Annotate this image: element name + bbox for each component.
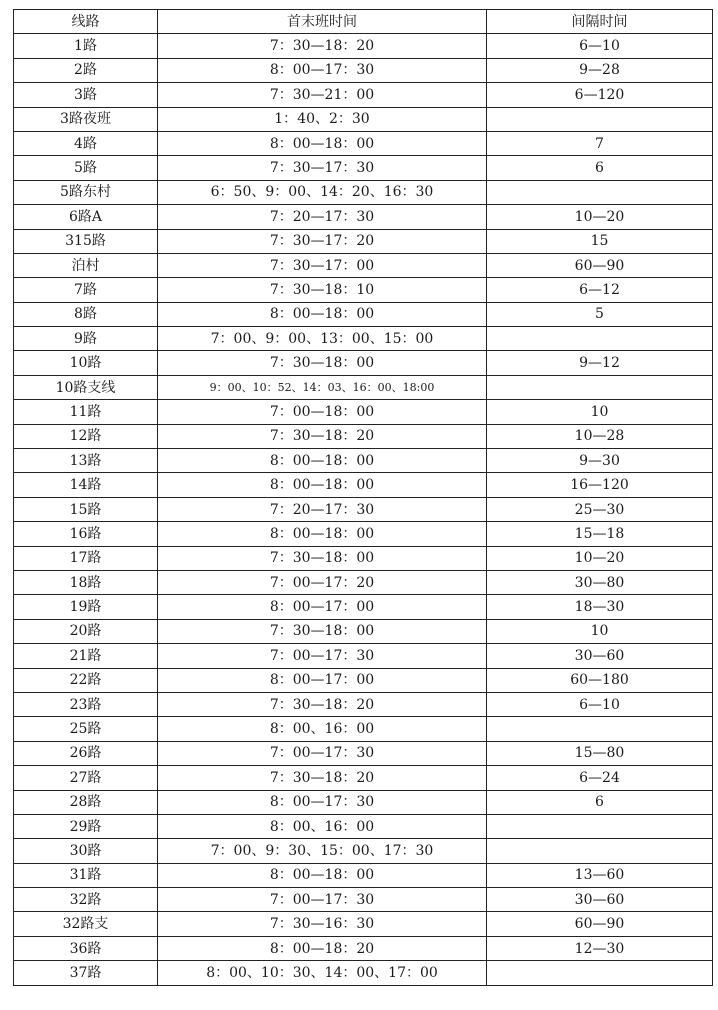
service-hours-cell: 7：30—17：30 bbox=[158, 156, 487, 180]
route-cell: 2路 bbox=[14, 58, 158, 82]
service-hours-cell: 6：50、9：00、14：20、16：30 bbox=[158, 180, 487, 204]
table-row bbox=[14, 351, 713, 375]
interval-cell: 10 bbox=[487, 619, 713, 643]
interval-cell: 9—12 bbox=[487, 351, 713, 375]
service-hours-cell: 7：30—18：20 bbox=[158, 34, 487, 58]
service-hours-cell: 7：00—17：30 bbox=[158, 644, 487, 668]
interval-cell: 6—24 bbox=[487, 766, 713, 790]
service-hours-cell: 7：30—18：00 bbox=[158, 619, 487, 643]
interval-cell: 30—60 bbox=[487, 644, 713, 668]
route-cell: 315路 bbox=[14, 229, 158, 253]
service-hours-cell: 7：00—17：20 bbox=[158, 570, 487, 594]
service-hours-cell: 7：20—17：30 bbox=[158, 205, 487, 229]
service-hours-cell: 7：30—18：10 bbox=[158, 278, 487, 302]
service-hours-cell: 7：30—18：20 bbox=[158, 424, 487, 448]
table-row bbox=[14, 936, 713, 960]
table-row bbox=[14, 961, 713, 985]
table-row bbox=[14, 473, 713, 497]
route-cell: 19路 bbox=[14, 595, 158, 619]
service-hours-cell: 7：30—17：00 bbox=[158, 253, 487, 277]
table-row bbox=[14, 83, 713, 107]
route-cell: 23路 bbox=[14, 692, 158, 716]
route-cell: 18路 bbox=[14, 570, 158, 594]
table-row bbox=[14, 107, 713, 131]
table-row bbox=[14, 888, 713, 912]
interval-cell: 12—30 bbox=[487, 936, 713, 960]
interval-cell: 6—10 bbox=[487, 692, 713, 716]
route-cell: 泊村 bbox=[14, 253, 158, 277]
table-row bbox=[14, 302, 713, 326]
table-row bbox=[14, 912, 713, 936]
service-hours-cell: 8：00—18：00 bbox=[158, 863, 487, 887]
service-hours-cell: 7：30—18：20 bbox=[158, 766, 487, 790]
bus-schedule-table bbox=[13, 9, 713, 986]
service-hours-cell: 7：30—16：30 bbox=[158, 912, 487, 936]
interval-cell: 15—80 bbox=[487, 741, 713, 765]
table-row bbox=[14, 522, 713, 546]
route-cell: 22路 bbox=[14, 668, 158, 692]
route-cell: 9路 bbox=[14, 327, 158, 351]
table-row bbox=[14, 717, 713, 741]
route-cell: 14路 bbox=[14, 473, 158, 497]
interval-cell bbox=[487, 375, 713, 399]
interval-cell bbox=[487, 814, 713, 838]
route-cell: 15路 bbox=[14, 497, 158, 521]
interval-cell: 13—60 bbox=[487, 863, 713, 887]
service-hours-cell: 8：00、10：30、14：00、17：00 bbox=[158, 961, 487, 985]
table-row bbox=[14, 766, 713, 790]
table-row bbox=[14, 546, 713, 570]
table-body bbox=[14, 34, 713, 985]
route-cell: 5路东村 bbox=[14, 180, 158, 204]
route-cell: 10路支线 bbox=[14, 375, 158, 399]
service-hours-cell: 1：40、2：30 bbox=[158, 107, 487, 131]
route-cell: 4路 bbox=[14, 131, 158, 155]
table-row bbox=[14, 863, 713, 887]
route-cell: 30路 bbox=[14, 839, 158, 863]
service-hours-cell: 8：00—18：00 bbox=[158, 473, 487, 497]
service-hours-cell: 7：00、9：00、13：00、15：00 bbox=[158, 327, 487, 351]
service-hours-cell: 7：20—17：30 bbox=[158, 497, 487, 521]
route-cell: 31路 bbox=[14, 863, 158, 887]
table-row bbox=[14, 668, 713, 692]
service-hours-cell: 8：00—17：30 bbox=[158, 58, 487, 82]
route-cell: 7路 bbox=[14, 278, 158, 302]
route-cell: 6路A bbox=[14, 205, 158, 229]
table-row bbox=[14, 741, 713, 765]
service-hours-cell: 9：00、10：52、14：03、16：00、18:00 bbox=[158, 375, 487, 399]
table-row bbox=[14, 424, 713, 448]
route-cell: 13路 bbox=[14, 449, 158, 473]
interval-cell: 10 bbox=[487, 400, 713, 424]
interval-cell: 30—80 bbox=[487, 570, 713, 594]
interval-cell: 6—120 bbox=[487, 83, 713, 107]
interval-cell: 6 bbox=[487, 156, 713, 180]
interval-cell bbox=[487, 327, 713, 351]
table-row bbox=[14, 34, 713, 58]
table-header-row bbox=[14, 10, 713, 34]
interval-cell bbox=[487, 180, 713, 204]
table-row bbox=[14, 278, 713, 302]
table-row bbox=[14, 449, 713, 473]
service-hours-cell: 7：00、9：30、15：00、17：30 bbox=[158, 839, 487, 863]
route-cell: 21路 bbox=[14, 644, 158, 668]
service-hours-cell: 7：00—18：00 bbox=[158, 400, 487, 424]
table-row bbox=[14, 814, 713, 838]
route-cell: 3路夜班 bbox=[14, 107, 158, 131]
interval-cell: 7 bbox=[487, 131, 713, 155]
service-hours-cell: 7：30—18：20 bbox=[158, 692, 487, 716]
table-row bbox=[14, 131, 713, 155]
service-hours-cell: 7：30—21：00 bbox=[158, 83, 487, 107]
interval-cell: 9—30 bbox=[487, 449, 713, 473]
route-cell: 1路 bbox=[14, 34, 158, 58]
table-row bbox=[14, 692, 713, 716]
table-row bbox=[14, 156, 713, 180]
route-cell: 5路 bbox=[14, 156, 158, 180]
interval-cell: 18—30 bbox=[487, 595, 713, 619]
service-hours-cell: 8：00—18：00 bbox=[158, 449, 487, 473]
interval-cell: 10—20 bbox=[487, 205, 713, 229]
table-row bbox=[14, 497, 713, 521]
service-hours-cell: 7：00—17：30 bbox=[158, 888, 487, 912]
route-cell: 12路 bbox=[14, 424, 158, 448]
interval-cell: 15—18 bbox=[487, 522, 713, 546]
service-hours-cell: 8：00—17：30 bbox=[158, 790, 487, 814]
service-hours-cell: 8：00—18：00 bbox=[158, 522, 487, 546]
column-header-interval: 间隔时间 bbox=[487, 10, 713, 34]
interval-cell: 30—60 bbox=[487, 888, 713, 912]
table-row bbox=[14, 205, 713, 229]
interval-cell bbox=[487, 839, 713, 863]
table-row bbox=[14, 790, 713, 814]
page-title bbox=[0, 0, 718, 6]
route-cell: 32路 bbox=[14, 888, 158, 912]
route-cell: 32路支 bbox=[14, 912, 158, 936]
column-header-route: 线路 bbox=[14, 10, 158, 34]
route-cell: 17路 bbox=[14, 546, 158, 570]
route-cell: 27路 bbox=[14, 766, 158, 790]
interval-cell: 15 bbox=[487, 229, 713, 253]
service-hours-cell: 8：00—17：00 bbox=[158, 668, 487, 692]
route-cell: 16路 bbox=[14, 522, 158, 546]
interval-cell bbox=[487, 717, 713, 741]
service-hours-cell: 7：30—18：00 bbox=[158, 351, 487, 375]
route-cell: 36路 bbox=[14, 936, 158, 960]
interval-cell: 60—90 bbox=[487, 912, 713, 936]
interval-cell: 6—12 bbox=[487, 278, 713, 302]
table-row bbox=[14, 327, 713, 351]
route-cell: 26路 bbox=[14, 741, 158, 765]
route-cell: 8路 bbox=[14, 302, 158, 326]
route-cell: 10路 bbox=[14, 351, 158, 375]
service-hours-cell: 8：00、16：00 bbox=[158, 814, 487, 838]
interval-cell: 5 bbox=[487, 302, 713, 326]
service-hours-cell: 7：30—18：00 bbox=[158, 546, 487, 570]
service-hours-cell: 7：30—17：20 bbox=[158, 229, 487, 253]
service-hours-cell: 8：00、16：00 bbox=[158, 717, 487, 741]
route-cell: 28路 bbox=[14, 790, 158, 814]
route-cell: 20路 bbox=[14, 619, 158, 643]
interval-cell bbox=[487, 961, 713, 985]
interval-cell: 10—28 bbox=[487, 424, 713, 448]
interval-cell: 6—10 bbox=[487, 34, 713, 58]
route-cell: 11路 bbox=[14, 400, 158, 424]
service-hours-cell: 7：00—17：30 bbox=[158, 741, 487, 765]
route-cell: 37路 bbox=[14, 961, 158, 985]
interval-cell: 9—28 bbox=[487, 58, 713, 82]
interval-cell bbox=[487, 107, 713, 131]
service-hours-cell: 8：00—18：00 bbox=[158, 131, 487, 155]
route-cell: 25路 bbox=[14, 717, 158, 741]
route-cell: 3路 bbox=[14, 83, 158, 107]
interval-cell: 6 bbox=[487, 790, 713, 814]
table-row bbox=[14, 400, 713, 424]
table-row bbox=[14, 180, 713, 204]
table-row bbox=[14, 253, 713, 277]
interval-cell: 60—90 bbox=[487, 253, 713, 277]
service-hours-cell: 8：00—18：00 bbox=[158, 302, 487, 326]
column-header-service-hours: 首末班时间 bbox=[158, 10, 487, 34]
table-row bbox=[14, 58, 713, 82]
service-hours-cell: 8：00—17：00 bbox=[158, 595, 487, 619]
table-row bbox=[14, 229, 713, 253]
service-hours-cell: 8：00—18：20 bbox=[158, 936, 487, 960]
table-row bbox=[14, 570, 713, 594]
interval-cell: 16—120 bbox=[487, 473, 713, 497]
table-row bbox=[14, 644, 713, 668]
interval-cell: 25—30 bbox=[487, 497, 713, 521]
interval-cell: 60—180 bbox=[487, 668, 713, 692]
route-cell: 29路 bbox=[14, 814, 158, 838]
table-row bbox=[14, 839, 713, 863]
table-row bbox=[14, 595, 713, 619]
table-row bbox=[14, 619, 713, 643]
table-row bbox=[14, 375, 713, 399]
interval-cell: 10—20 bbox=[487, 546, 713, 570]
